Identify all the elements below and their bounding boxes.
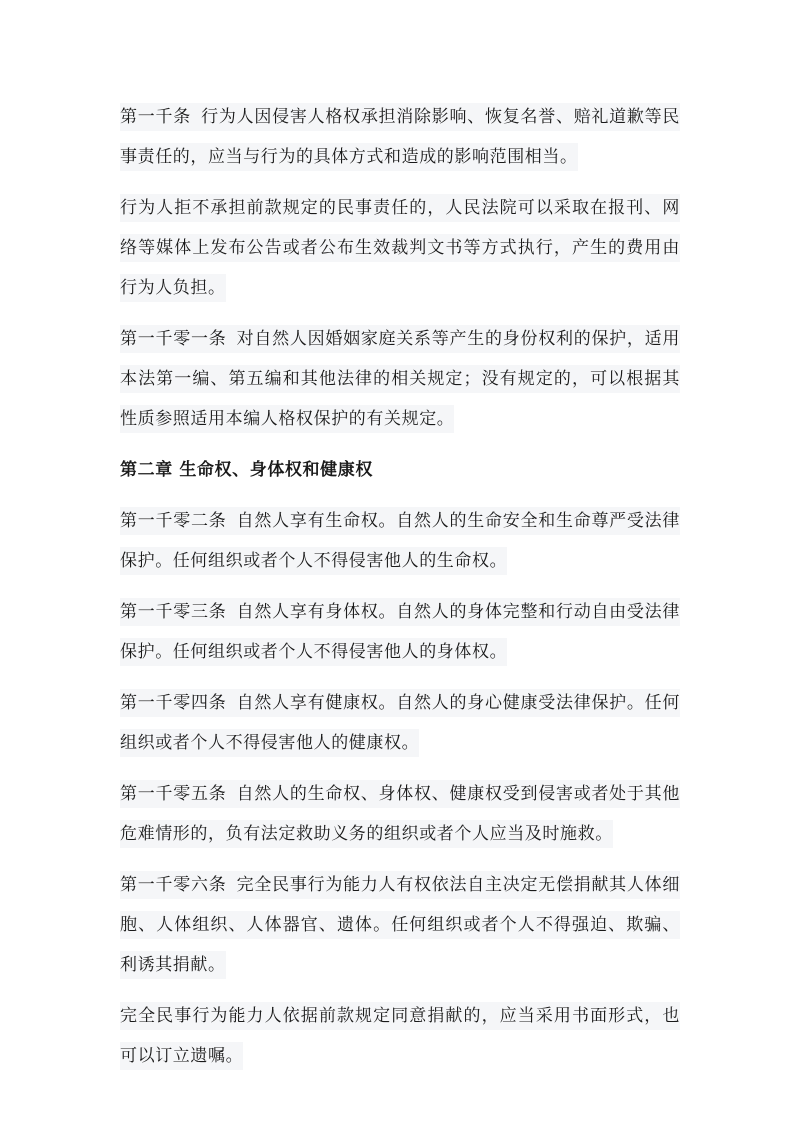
article-1001 — [120, 319, 680, 439]
article-text: 完全民事行为能力人有权依法自主决定无偿捐献其人体细胞、人体组织、人体器官、遗体。任何组织或者个人不得强迫、欺骗、利诱其捐献。 — [120, 875, 681, 975]
article-number: 第一千零三条 — [120, 602, 227, 622]
article-text: 自然人享有健康权。自然人的身心健康受法律保护。任何组织或者个人不得侵害他人的健康权。 — [120, 693, 681, 753]
article-number: 第一千零六条 — [120, 875, 227, 895]
paragraph-1000-2 — [120, 188, 680, 308]
article-number: 第一千零五条 — [120, 784, 227, 804]
article-1002 — [120, 501, 680, 581]
article-number: 第一千零四条 — [120, 693, 227, 713]
chapter-title: 第二章 生命权、身体权和健康权 — [120, 460, 373, 480]
chapter-heading — [120, 450, 680, 490]
article-text: 行为人因侵害人格权承担消除影响、恢复名誉、赔礼道歉等民事责任的，应当与行为的具体方式和造成的影响范围相当。 — [120, 107, 680, 167]
paragraph-1006-2 — [120, 996, 680, 1076]
article-text: 自然人享有生命权。自然人的生命安全和生命尊严受法律保护。任何组织或者个人不得侵害他人的生命权。 — [120, 511, 681, 571]
article-number: 第一千零一条 — [120, 329, 227, 349]
article-text: 对自然人因婚姻家庭关系等产生的身份权利的保护，适用本法第一编、第五编和其他法律的相关规定；没有规定的，可以根据其性质参照适用本编人格权保护的有关规定。 — [120, 329, 681, 429]
article-text: 自然人的生命权、身体权、健康权受到侵害或者处于其他危难情形的，负有法定救助义务的组织或者个人应当及时施救。 — [120, 784, 681, 844]
paragraph-text: 完全民事行为能力人依据前款规定同意捐献的，应当采用书面形式，也可以订立遗嘱。 — [120, 1002, 680, 1070]
article-number: 第一千零二条 — [120, 511, 227, 531]
article-1005 — [120, 774, 680, 854]
article-1003 — [120, 592, 680, 672]
paragraph-text: 行为人拒不承担前款规定的民事责任的，人民法院可以采取在报刊、网络等媒体上发布公告或者公布生效裁判文书等方式执行，产生的费用由行为人负担。 — [120, 194, 680, 302]
article-1000 — [120, 97, 680, 177]
article-1006 — [120, 865, 680, 985]
article-1004 — [120, 683, 680, 763]
article-number: 第一千条 — [120, 107, 191, 127]
article-text: 自然人享有身体权。自然人的身体完整和行动自由受法律保护。任何组织或者个人不得侵害他人的身体权。 — [120, 602, 681, 662]
document-body — [120, 97, 680, 1087]
